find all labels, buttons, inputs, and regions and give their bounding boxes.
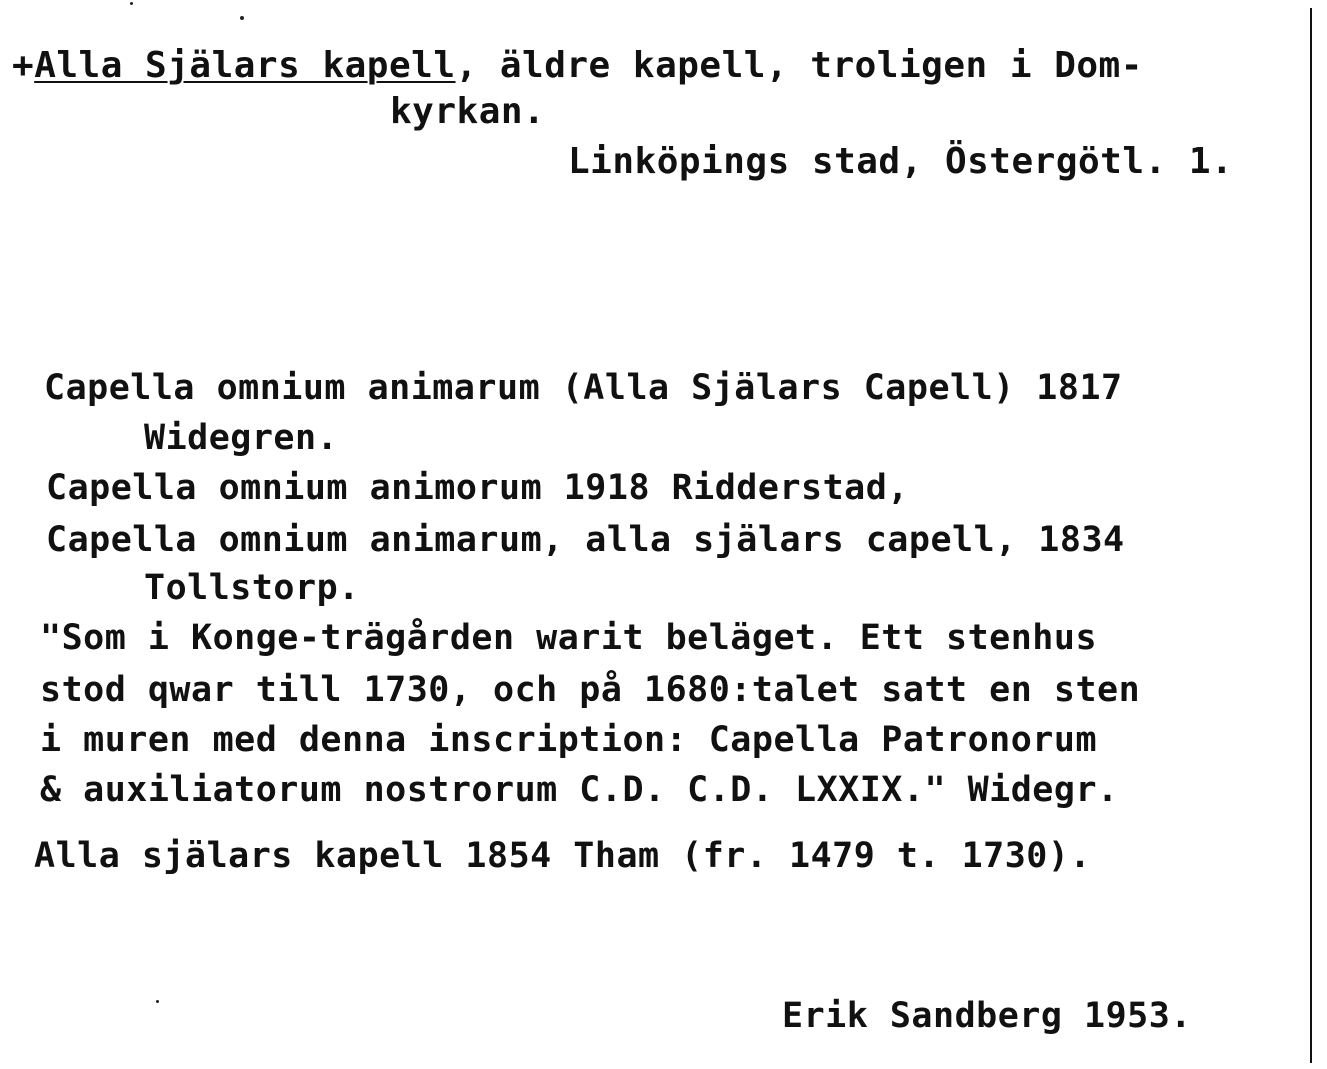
heading-continuation: kyrkan. [390,91,546,132]
heading-description: , äldre kapell, troligen i Dom- [455,45,1143,86]
location-line: Linköpings stad, Östergötl. 1. [568,141,1234,182]
speck [130,2,133,5]
entry-line: Capella omnium animorum 1918 Ridderstad, [46,468,909,508]
entry-line: Alla själars kapell 1854 Tham (fr. 1479 t. 1730). [34,836,1092,876]
entry-line: Capella omnium animarum (Alla Själars Capell) 1817 [44,368,1123,408]
heading-line [12,44,1143,88]
chapel-title: Alla Själars kapell [34,45,456,86]
entry-line: & auxiliatorum nostrorum C.D. C.D. LXXIX." Widegr. [40,770,1119,810]
entry-line: "Som i Konge-trägården warit beläget. Ett stenhus [40,618,1098,658]
speck [240,16,244,20]
entry-line: Capella omnium animarum, alla själars capell, 1834 [46,520,1125,560]
entry-line: Widegren. [144,418,339,458]
speck [156,1000,159,1003]
entry-line: Tollstorp. [144,568,360,608]
entry-line: stod qwar till 1730, och på 1680:talet satt en sten [40,670,1141,710]
cross-marker: + [12,45,35,86]
signature: Erik Sandberg 1953. [782,996,1192,1036]
card-edge [1310,8,1312,1063]
entry-line: i muren med denna inscription: Capella Patronorum [40,720,1098,760]
